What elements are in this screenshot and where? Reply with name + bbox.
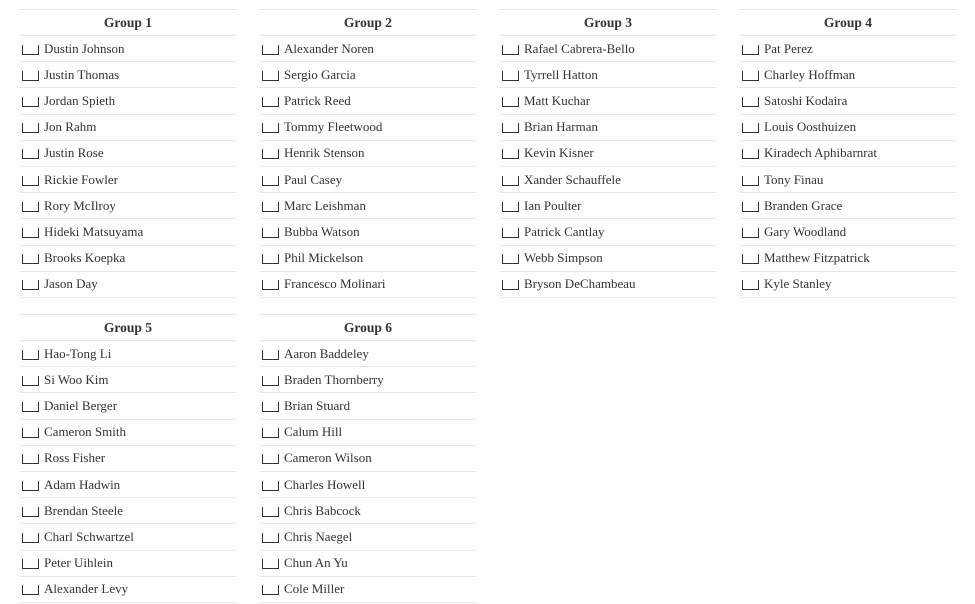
checkbox-unchecked-icon[interactable] xyxy=(262,280,279,290)
player-option[interactable] xyxy=(740,62,956,88)
player-option[interactable] xyxy=(20,446,236,472)
player-name: Cameron Smith xyxy=(44,424,126,440)
player-name: Brian Harman xyxy=(524,119,599,135)
player-name: Patrick Cantlay xyxy=(524,223,605,239)
player-option[interactable] xyxy=(20,472,236,498)
player-name: Brian Stuard xyxy=(284,397,351,413)
checkbox-unchecked-icon[interactable] xyxy=(22,376,39,386)
player-option[interactable] xyxy=(260,472,476,498)
checkbox-unchecked-icon[interactable] xyxy=(262,454,279,464)
player-name: Hao-Tong Li xyxy=(44,345,112,361)
player-option[interactable] xyxy=(500,62,716,88)
player-option[interactable] xyxy=(260,62,476,88)
player-option[interactable] xyxy=(260,141,476,167)
player-name: Jon Rahm xyxy=(44,119,97,135)
player-option[interactable] xyxy=(20,577,236,603)
player-name: Charl Schwartzel xyxy=(44,528,134,544)
checkbox-unchecked-icon[interactable] xyxy=(262,481,279,491)
player-option[interactable] xyxy=(740,193,956,219)
checkbox-unchecked-icon[interactable] xyxy=(22,176,39,186)
checkbox-unchecked-icon[interactable] xyxy=(262,533,279,543)
player-name: Tony Finau xyxy=(764,171,824,187)
group-header: Group 5 xyxy=(20,314,236,341)
checkbox-unchecked-icon[interactable] xyxy=(262,176,279,186)
player-name: Kiradech Aphibarnrat xyxy=(764,145,877,161)
player-name: Satoshi Kodaira xyxy=(764,92,848,108)
checkbox-unchecked-icon[interactable] xyxy=(262,559,279,569)
checkbox-unchecked-icon[interactable] xyxy=(22,454,39,464)
player-option[interactable] xyxy=(500,88,716,114)
player-option[interactable] xyxy=(20,272,236,298)
group-6 xyxy=(260,314,476,603)
checkbox-unchecked-icon[interactable] xyxy=(22,149,39,159)
checkbox-unchecked-icon[interactable] xyxy=(22,585,39,595)
checkbox-unchecked-icon[interactable] xyxy=(22,45,39,55)
player-option[interactable] xyxy=(260,115,476,141)
group-3 xyxy=(500,9,716,298)
player-option[interactable] xyxy=(500,272,716,298)
player-option[interactable] xyxy=(740,272,956,298)
player-name: Gary Woodland xyxy=(764,223,847,239)
player-option[interactable] xyxy=(500,193,716,219)
player-name: Justin Thomas xyxy=(44,66,120,82)
player-name: Matthew Fitzpatrick xyxy=(764,250,870,266)
player-name: Aaron Baddeley xyxy=(284,345,369,361)
checkbox-unchecked-icon[interactable] xyxy=(502,71,519,81)
player-name: Patrick Reed xyxy=(284,92,351,108)
checkbox-unchecked-icon[interactable] xyxy=(742,254,759,264)
player-option[interactable] xyxy=(260,420,476,446)
group-4 xyxy=(740,9,956,298)
checkbox-unchecked-icon[interactable] xyxy=(502,254,519,264)
checkbox-unchecked-icon[interactable] xyxy=(22,254,39,264)
checkbox-unchecked-icon[interactable] xyxy=(22,123,39,133)
group-header: Group 3 xyxy=(500,9,716,36)
player-name: Paul Casey xyxy=(284,171,343,187)
player-option[interactable] xyxy=(260,272,476,298)
checkbox-unchecked-icon[interactable] xyxy=(22,428,39,438)
player-name: Si Woo Kim xyxy=(44,371,109,387)
player-option[interactable] xyxy=(740,219,956,245)
player-option[interactable] xyxy=(20,341,236,367)
player-option[interactable] xyxy=(740,246,956,272)
player-name: Cole Miller xyxy=(284,581,345,597)
player-name: Calum Hill xyxy=(284,424,343,440)
player-option[interactable] xyxy=(260,524,476,550)
checkbox-unchecked-icon[interactable] xyxy=(742,123,759,133)
player-option[interactable] xyxy=(260,551,476,577)
checkbox-unchecked-icon[interactable] xyxy=(262,585,279,595)
checkbox-unchecked-icon[interactable] xyxy=(22,559,39,569)
player-name: Ian Poulter xyxy=(524,197,582,213)
player-option[interactable] xyxy=(20,246,236,272)
player-option[interactable] xyxy=(260,167,476,193)
checkbox-unchecked-icon[interactable] xyxy=(502,45,519,55)
player-option[interactable] xyxy=(740,141,956,167)
player-name: Daniel Berger xyxy=(44,397,118,413)
checkbox-unchecked-icon[interactable] xyxy=(742,149,759,159)
player-name: Kyle Stanley xyxy=(764,276,832,292)
player-option[interactable] xyxy=(260,341,476,367)
player-name: Phil Mickelson xyxy=(284,250,364,266)
player-option[interactable] xyxy=(20,498,236,524)
checkbox-unchecked-icon[interactable] xyxy=(22,228,39,238)
player-name: Peter Uihlein xyxy=(44,555,113,571)
player-option[interactable] xyxy=(20,88,236,114)
checkbox-unchecked-icon[interactable] xyxy=(742,202,759,212)
player-name: Sergio Garcia xyxy=(284,66,356,82)
group-5 xyxy=(20,314,236,603)
checkbox-unchecked-icon[interactable] xyxy=(502,228,519,238)
player-name: Henrik Stenson xyxy=(284,145,365,161)
player-option[interactable] xyxy=(260,393,476,419)
player-name: Braden Thornberry xyxy=(284,371,384,387)
player-name: Chris Naegel xyxy=(284,528,353,544)
player-name: Brooks Koepka xyxy=(44,250,126,266)
checkbox-unchecked-icon[interactable] xyxy=(262,376,279,386)
checkbox-unchecked-icon[interactable] xyxy=(742,45,759,55)
player-name: Rafael Cabrera-Bello xyxy=(524,40,635,56)
player-name: Charles Howell xyxy=(284,476,366,492)
checkbox-unchecked-icon[interactable] xyxy=(742,228,759,238)
player-option[interactable] xyxy=(20,62,236,88)
checkbox-unchecked-icon[interactable] xyxy=(502,123,519,133)
player-name: Branden Grace xyxy=(764,197,843,213)
player-option[interactable] xyxy=(20,524,236,550)
player-name: Alexander Noren xyxy=(284,40,374,56)
player-name: Jason Day xyxy=(44,276,98,292)
checkbox-unchecked-icon[interactable] xyxy=(22,533,39,543)
checkbox-unchecked-icon[interactable] xyxy=(742,71,759,81)
player-name: Chun An Yu xyxy=(284,555,348,571)
player-name: Ross Fisher xyxy=(44,450,106,466)
player-option[interactable] xyxy=(740,115,956,141)
player-name: Jordan Spieth xyxy=(44,92,116,108)
checkbox-unchecked-icon[interactable] xyxy=(742,97,759,107)
checkbox-unchecked-icon[interactable] xyxy=(262,254,279,264)
player-option[interactable] xyxy=(260,246,476,272)
player-option[interactable] xyxy=(20,219,236,245)
group-2 xyxy=(260,9,476,298)
player-name: Matt Kuchar xyxy=(524,92,591,108)
checkbox-unchecked-icon[interactable] xyxy=(502,176,519,186)
player-option[interactable] xyxy=(20,36,236,62)
checkbox-unchecked-icon[interactable] xyxy=(502,280,519,290)
player-name: Justin Rose xyxy=(44,145,104,161)
player-name: Hideki Matsuyama xyxy=(44,223,144,239)
checkbox-unchecked-icon[interactable] xyxy=(502,97,519,107)
player-option[interactable] xyxy=(500,36,716,62)
checkbox-unchecked-icon[interactable] xyxy=(262,202,279,212)
player-name: Brendan Steele xyxy=(44,502,124,518)
player-option[interactable] xyxy=(260,193,476,219)
checkbox-unchecked-icon[interactable] xyxy=(262,45,279,55)
group-header: Group 2 xyxy=(260,9,476,36)
player-option[interactable] xyxy=(20,115,236,141)
player-name: Charley Hoffman xyxy=(764,66,856,82)
player-name: Marc Leishman xyxy=(284,197,366,213)
checkbox-unchecked-icon[interactable] xyxy=(22,97,39,107)
player-option[interactable] xyxy=(740,167,956,193)
checkbox-unchecked-icon[interactable] xyxy=(22,202,39,212)
player-name: Xander Schauffele xyxy=(524,171,621,187)
player-name: Webb Simpson xyxy=(524,250,603,266)
player-option[interactable] xyxy=(260,446,476,472)
checkbox-unchecked-icon[interactable] xyxy=(262,428,279,438)
checkbox-unchecked-icon[interactable] xyxy=(22,481,39,491)
checkbox-unchecked-icon[interactable] xyxy=(262,71,279,81)
player-option[interactable] xyxy=(260,36,476,62)
player-option[interactable] xyxy=(20,420,236,446)
player-option[interactable] xyxy=(500,115,716,141)
player-option[interactable] xyxy=(20,141,236,167)
checkbox-unchecked-icon[interactable] xyxy=(22,71,39,81)
player-option[interactable] xyxy=(20,393,236,419)
player-option[interactable] xyxy=(740,36,956,62)
player-name: Bryson DeChambeau xyxy=(524,276,636,292)
player-name: Pat Perez xyxy=(764,40,813,56)
checkbox-unchecked-icon[interactable] xyxy=(22,402,39,412)
checkbox-unchecked-icon[interactable] xyxy=(262,149,279,159)
player-name: Francesco Molinari xyxy=(284,276,386,292)
player-option[interactable] xyxy=(260,367,476,393)
player-name: Rory McIlroy xyxy=(44,197,116,213)
checkbox-unchecked-icon[interactable] xyxy=(262,402,279,412)
player-name: Bubba Watson xyxy=(284,223,360,239)
checkbox-unchecked-icon[interactable] xyxy=(502,202,519,212)
checkbox-unchecked-icon[interactable] xyxy=(22,280,39,290)
player-option[interactable] xyxy=(500,167,716,193)
player-name: Rickie Fowler xyxy=(44,171,119,187)
checkbox-unchecked-icon[interactable] xyxy=(22,507,39,517)
player-option[interactable] xyxy=(20,551,236,577)
player-name: Dustin Johnson xyxy=(44,40,125,56)
checkbox-unchecked-icon[interactable] xyxy=(262,123,279,133)
player-name: Alexander Levy xyxy=(44,581,129,597)
group-header: Group 4 xyxy=(740,9,956,36)
checkbox-unchecked-icon[interactable] xyxy=(502,149,519,159)
player-name: Louis Oosthuizen xyxy=(764,119,857,135)
player-name: Kevin Kisner xyxy=(524,145,594,161)
group-header: Group 6 xyxy=(260,314,476,341)
player-option[interactable] xyxy=(260,577,476,603)
checkbox-unchecked-icon[interactable] xyxy=(22,350,39,360)
player-option[interactable] xyxy=(20,367,236,393)
player-option[interactable] xyxy=(500,141,716,167)
player-option[interactable] xyxy=(260,498,476,524)
player-name: Chris Babcock xyxy=(284,502,361,518)
checkbox-unchecked-icon[interactable] xyxy=(742,280,759,290)
player-option[interactable] xyxy=(500,246,716,272)
checkbox-unchecked-icon[interactable] xyxy=(262,350,279,360)
player-name: Cameron Wilson xyxy=(284,450,372,466)
checkbox-unchecked-icon[interactable] xyxy=(262,507,279,517)
player-option[interactable] xyxy=(500,219,716,245)
player-name: Tyrrell Hatton xyxy=(524,66,598,82)
player-option[interactable] xyxy=(20,193,236,219)
player-option[interactable] xyxy=(260,219,476,245)
player-name: Adam Hadwin xyxy=(44,476,121,492)
checkbox-unchecked-icon[interactable] xyxy=(742,176,759,186)
player-option[interactable] xyxy=(20,167,236,193)
checkbox-unchecked-icon[interactable] xyxy=(262,97,279,107)
player-name: Tommy Fleetwood xyxy=(284,119,383,135)
group-header: Group 1 xyxy=(20,9,236,36)
player-option[interactable] xyxy=(740,88,956,114)
group-1 xyxy=(20,9,236,298)
checkbox-unchecked-icon[interactable] xyxy=(262,228,279,238)
player-option[interactable] xyxy=(260,88,476,114)
